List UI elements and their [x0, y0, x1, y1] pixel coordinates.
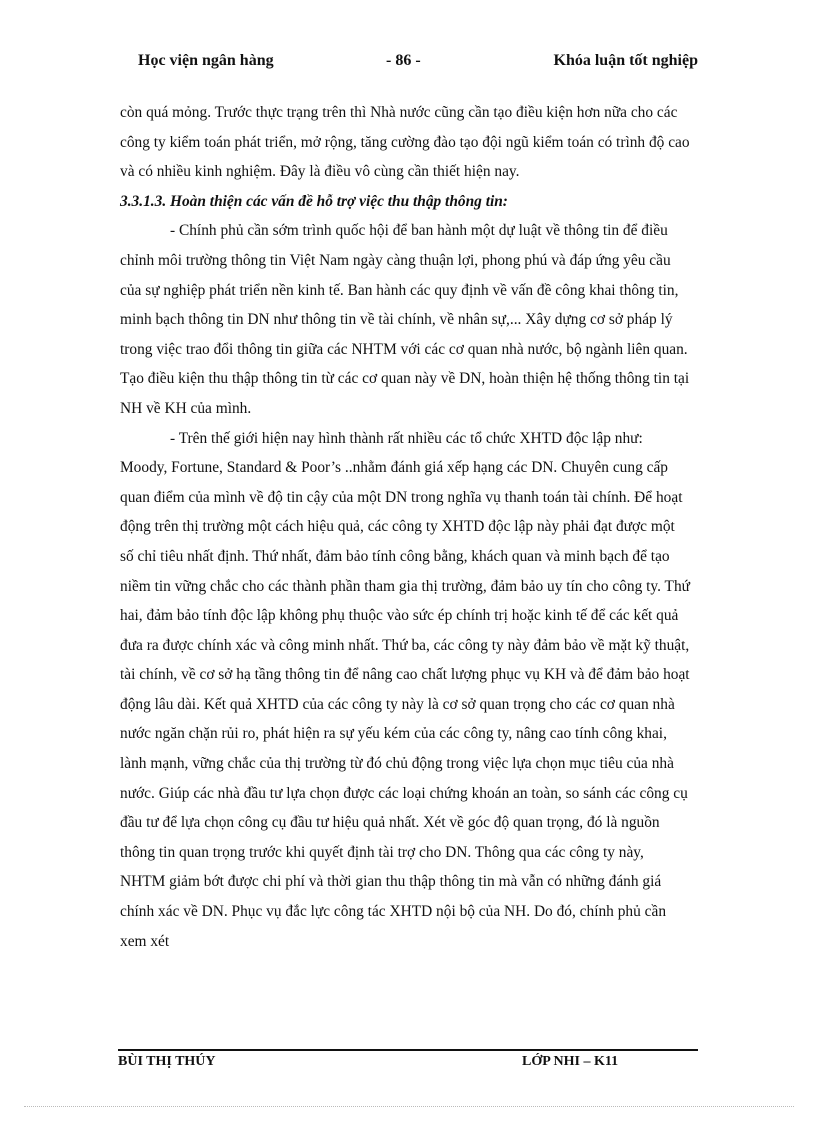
- paragraph-bullet-2: - Trên thế giới hiện nay hình thành rất nhiều các tổ chức XHTD độc lập như: Moody, Fortune, Standard & Poor’s ..nhằm đánh giá xếp hạng các DN. Chuyên cung cấp quan điểm của mình về độ tin cậy của một DN trong nghĩa vụ thanh toán tài chính. Để hoạt động trên thị trường một cách hiệu quả, các công ty XHTD độc lập này phải đạt được một số chỉ tiêu nhất định. Thứ nhất, đảm bảo tính công bằng, khách quan và minh bạch để tạo niềm tin vững chắc cho các thành phần tham gia thị trường, đảm bảo uy tín cho công ty. Thứ hai, đảm bảo tính độc lập không phụ thuộc vào sức ép chính trị hoặc kinh tế để các kết quả đưa ra được chính xác và công minh nhất. Thứ ba, các công ty này đảm bảo về mặt kỹ thuật, tài chính, về cơ sở hạ tầng thông tin để nâng cao chất lượng phục vụ KH và để đảm bảo hoạt động lâu dài. Kết quả XHTD của các công ty này là cơ sở quan trọng cho các cơ quan nhà nước ngăn chặn rủi ro, phát hiện ra sự yếu kém của các công ty, nâng cao tính công khai, lành mạnh, vững chắc của thị trường từ đó chủ động trong việc lựa chọn mục tiêu của nhà nước. Giúp các nhà đầu tư lựa chọn được các loại chứng khoán an toàn, so sánh các công cụ đầu tư để lựa chọn công cụ đầu tư hiệu quả nhất. Xét về góc độ quan trọng, đó là nguồn thông tin quan trọng trước khi quyết định tài trợ cho DN. Thông qua các công ty này, NHTM giảm bớt được chi phí và thời gian thu thập thông tin mà vẫn có những đánh giá chính xác về DN. Phục vụ đắc lực công tác XHTD nội bộ của NH. Do đó, chính phủ cần xem xét: [120, 429, 690, 950]
- footer-class: LỚP NHI – K11: [522, 1054, 619, 1069]
- paragraph-bullet-1: - Chính phủ cần sớm trình quốc hội để ban hành một dự luật về thông tin để điều chỉnh môi trường thông tin Việt Nam ngày càng thuận lợi, phong phú và đáp ứng yêu cầu của sự nghiệp phát triển nền kinh tế. Ban hành các quy định về vấn đề công khai thông tin, minh bạch thông tin DN như thông tin về tài chính, về nhân sự,... Xây dựng cơ sở pháp lý trong việc trao đổi thông tin giữa các NHTM với các cơ quan nhà nước, bộ ngành liên quan. Tạo điều kiện thu thập thông tin từ các cơ quan này về DN, hoàn thiện hệ thống thông tin tại NH về KH của mình.: [120, 222, 690, 417]
- paragraph-continuation: còn quá mỏng. Trước thực trạng trên thì Nhà nước cũng cần tạo điều kiện hơn nữa cho các công ty kiểm toán phát triển, mở rộng, tăng cường đào tạo đội ngũ kiểm toán có trình độ cao và có nhiều kinh nghiệm. Đây là điều vô cùng cần thiết hiện nay.: [120, 104, 690, 181]
- footer-author: BÙI THỊ THÚY: [118, 1054, 216, 1069]
- section-heading: 3.3.1.3. Hoàn thiện các vấn đề hỗ trợ việc thu thập thông tin:: [120, 192, 508, 210]
- page-header: [118, 52, 698, 74]
- footer-divider: [118, 1049, 698, 1051]
- body-text: [120, 98, 690, 956]
- page-number: - 86 -: [386, 52, 421, 69]
- page-footer: [118, 1054, 698, 1076]
- header-institution: Học viện ngân hàng: [138, 52, 274, 69]
- page-edge-divider: [24, 1106, 794, 1107]
- header-document-type: Khóa luận tốt nghiệp: [553, 52, 698, 69]
